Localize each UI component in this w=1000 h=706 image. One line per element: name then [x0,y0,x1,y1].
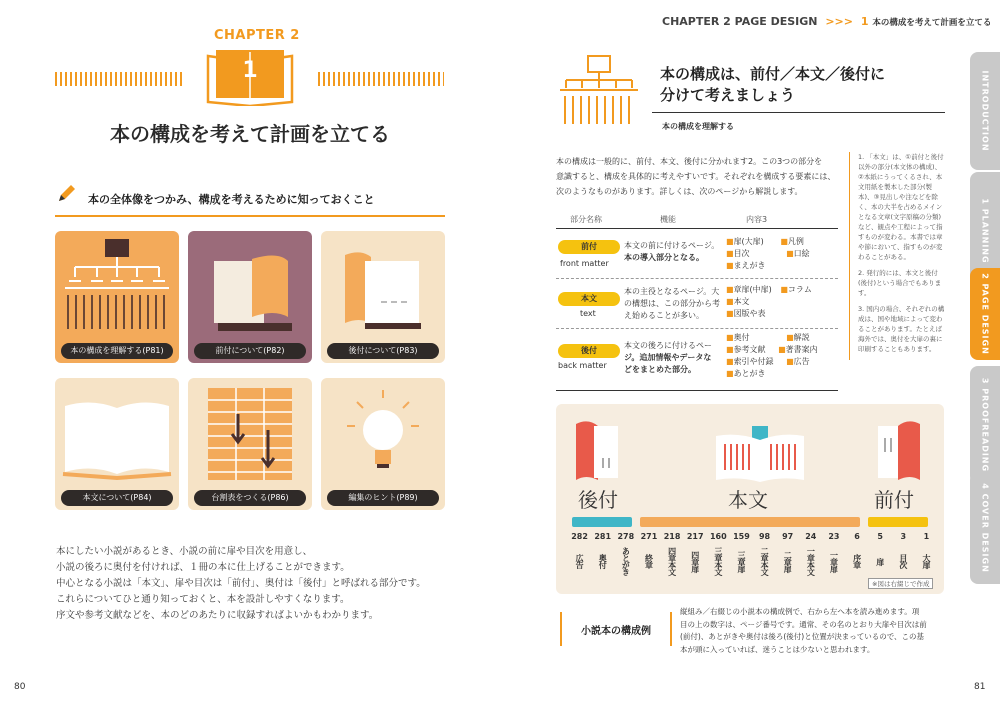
table-rule [556,228,838,229]
example-line: 本が頭に入っていれば、迷うことは少ないと思われます。 [680,644,875,654]
page-number-label: 97 [782,532,794,541]
content-item: 目次 [733,249,750,258]
row-contents-back: ■奥付 ■解説 ■参考文献 ■著書案内 ■索引や付録 ■広告 ■あとがき [726,333,818,378]
example-line: 縦組み／右綴じの小説本の構成例で、右から左へ本を読み進めます。項 [680,607,920,616]
subtitle: 本の全体像をつかみ、構成を考えるために知っておくこと [88,193,375,206]
page-number-label: 6 [854,532,860,541]
page-number-label: 98 [758,532,771,541]
row-name-front: 前付 [558,240,620,254]
page-item [892,532,915,580]
row-function-back [624,340,720,376]
page-content-label: 二章扉 [783,550,793,572]
page-item [776,532,799,580]
content-item: あとがき [733,369,766,378]
content-item: 広告 [793,357,810,366]
page-content-label: 大扉 [921,554,931,568]
page-item [637,532,660,580]
front-matter-book-icon [874,418,924,484]
label-back-matter: 後付 [578,488,618,512]
open-book-icon [55,378,179,488]
table-header-contents: 内容3 [746,215,768,224]
row-contents-front: ■扉(大扉) ■凡例 ■目次 ■口絵 ■まえがき [726,237,810,270]
body-text [56,544,456,624]
content-item: 奥付 [733,333,750,342]
tab-label: 2 PAGE DESIGN [980,273,990,355]
structure-table [556,212,838,392]
page-item [753,532,776,580]
page-number-label: 3 [900,532,907,541]
bar-front-matter [868,517,928,527]
running-head-arrows: >>> [825,15,853,28]
chapter-number: 1 [242,58,258,83]
example-text [680,606,946,656]
function-line: ジ。追加情報やデータな [624,353,712,362]
intro-line: 次のようなものがあります。詳しくは、次のページから解説します。 [556,187,803,196]
page-content-label: 終章 [644,554,654,568]
card-label: 台割表をつくる(P86) [194,490,306,506]
row-name-text: 本文 [558,292,620,306]
bar-back-matter [572,517,632,527]
function-line: 本の主役となるページ。大 [624,287,720,296]
card-label: 後付について(P83) [327,343,439,359]
page-title: 本の構成を考えて計画を立てる [110,122,390,146]
content-item: 本文 [733,297,750,306]
running-head-title: 本の構成を考えて計画を立てる [872,18,992,28]
label-front-matter: 前付 [874,488,914,512]
page-item [869,532,892,580]
content-item: まえがき [733,261,766,270]
running-head-num: 1 [860,15,869,28]
tab-page-design[interactable] [970,268,1000,360]
body-line: これらについてひと通り知っておくと、本を設計しやすくなります。 [56,594,350,605]
lightbulb-icon [321,378,445,488]
content-item: 扉(大扉) [733,237,764,246]
page-content-label: 三章扉 [736,550,746,572]
page-content-label: 一章本文 [806,547,816,575]
card-back-matter[interactable] [321,231,445,363]
notes-rule [849,152,850,360]
page-item [684,532,707,580]
card-text[interactable] [55,378,179,510]
structure-icon [558,54,640,128]
page-number-label: 282 [571,532,588,541]
page-item [822,532,845,580]
label-text: 本文 [728,488,768,512]
page-content-label: 奥付 [598,554,608,568]
tab-introduction[interactable] [970,52,1000,170]
bar-text [640,517,860,527]
content-item: 図版や表 [733,309,766,318]
content-item: 解説 [793,333,810,342]
function-line: 本文の後ろに付けるペー [624,341,712,350]
example-line: 目の上の数字は、ページ番号です。通常、その名のとおり大扉や目次は前 [680,619,927,629]
page-number: 81 [974,682,986,692]
page-item [591,532,614,580]
table-divider [556,278,838,279]
diagram-note: ※図は右綴じで作成 [868,578,933,589]
row-name-back: 後付 [558,344,620,358]
content-item: 索引や付録 [733,357,774,366]
page-item [730,532,753,580]
page-plan-table-icon [188,378,312,488]
note-item: 1. 「本文」は、①前付と後付以外の部分(本文体の構成)、②本紙にうってくるされ、本文用紙を製本した部分(製本)、③見出しや注などを除く、本の大半を占めるメインとなる文章(文字原稿の分類)など、観点や工程によって指すものが変わる。本書では章や節において、指すものが変わることがある。 [858,153,944,261]
example-line: (前付)、あとがきや奥付は後ろ(後付)と位置が決まっているので、この基 [680,632,925,641]
table-header-function: 機能 [660,215,676,224]
page-number-label: 278 [617,532,635,541]
body-line: 中心となる小説は「本文」、扉や目次は「前付」、奥付は「後付」と呼ばれる部分です。 [56,578,426,589]
content-item: 著書案内 [785,345,818,354]
card-editing-hint[interactable] [321,378,445,510]
table-rule [556,390,838,391]
back-matter-book-icon [572,418,622,484]
tab-cover-design[interactable] [970,472,1000,584]
row-function-front [624,240,720,264]
page-number-label: 159 [733,532,750,541]
heading-line: 分けて考えましょう [660,86,796,104]
page-number-label: 5 [877,532,883,541]
example-label: 小説本の構成例 [581,626,651,637]
section-heading [660,64,885,106]
page-content-label: 広告 [575,554,585,568]
chapter-label: CHAPTER 2 [214,28,300,43]
page-number-label: 271 [640,532,658,541]
table-divider [556,328,838,329]
running-head-chapter: CHAPTER 2 PAGE DESIGN [662,15,818,28]
chapter-ticks-right [318,72,444,86]
page-item [661,532,684,580]
row-function-text [624,286,720,322]
tab-label: 4 COVER DESIGN [980,483,990,573]
page-content-label: 一章扉 [829,550,839,572]
intro-text [556,154,846,199]
page-item [707,532,730,580]
page-content-label: あとがき [621,547,631,575]
content-item: 章扉(中扉) [733,285,772,294]
row-en-back: back matter [558,361,607,370]
body-line: 小説の後ろに奥付を付ければ、１冊の本に仕上げることができます。 [56,562,350,573]
text-book-icon [712,426,808,486]
content-item: 口絵 [793,249,810,258]
note-item: 2. 発行的には、本文と後付(後付)という場合でもあります。 [858,269,942,297]
page-number-label: 160 [709,532,727,541]
chapter-ticks-left [55,72,183,86]
tab-label: 1 PLANNING [980,198,990,264]
page-number-label: 23 [828,532,840,541]
body-line: 序文や参考文献などを、本のどのあたりに収録すればよいかもわかります。 [56,610,379,621]
function-line: どをまとめた部分。 [624,365,696,374]
page-number: 80 [14,682,26,692]
row-contents-text: ■章扉(中扉) ■コラム ■本文 ■図版や表 [726,285,812,318]
card-page-plan[interactable] [188,378,312,510]
book-page-icon [188,231,312,341]
page-content-label: 四章本文 [667,547,677,575]
card-structure[interactable] [55,231,179,363]
table-header-name: 部分名称 [570,215,602,224]
card-label: 本の構成を理解する(P81) [61,343,173,359]
tab-label: INTRODUCTION [980,70,990,152]
page-item [799,532,822,580]
function-line: 本文の前に付けるページ。 [624,241,720,250]
page-number-label: 1 [923,532,930,541]
page-content-label: 扉 [875,557,885,565]
tab-proofreading[interactable] [970,366,1000,484]
page-number-label: 281 [594,532,612,541]
heading-line: 本の構成は、前付／本文／後付に [660,65,886,83]
section-label: 本の構成を理解する [662,122,734,131]
novel-structure-diagram [556,404,944,594]
page-number-label: 24 [805,532,817,541]
tree-diagram-icon [55,231,179,341]
running-head [662,15,991,28]
card-label: 前付について(P82) [194,343,306,359]
content-item: 参考文献 [733,345,766,354]
page-content-label: 目次 [898,554,908,568]
content-item: 凡例 [787,237,804,246]
body-line: 本にしたい小説があるとき、小説の前に扉や目次を用意し、 [56,546,313,557]
page-item [846,532,869,580]
row-en-front: front matter [560,259,609,268]
side-notes [858,152,946,354]
tab-label: 3 PROOFREADING [980,377,990,473]
function-line: え始めることが多い。 [624,311,704,320]
content-item: コラム [787,285,812,294]
page-content-label: 序章 [852,554,862,568]
subtitle-rule [55,215,445,217]
page-number-label: 217 [686,532,704,541]
card-label: 編集のヒント(P89) [327,490,439,506]
page-number-label: 218 [663,532,681,541]
function-line: の構想は、この部分から考 [624,299,720,308]
page-content-label: 二章本文 [760,547,770,575]
row-en-text: text [580,309,596,318]
intro-line: 本の構成は一般的に、前付、本文、後付に分かれます2。この3つの部分を [556,157,823,166]
page-item [568,532,591,580]
book-page-icon [321,231,445,341]
page-item [614,532,637,580]
page-content-label: 四章扉 [690,550,700,572]
card-label: 本文について(P84) [61,490,173,506]
pencil-icon [56,182,78,204]
page-content-label: 三章本文 [713,547,723,575]
card-front-matter[interactable] [188,231,312,363]
function-line: 本の導入部分となる。 [624,253,704,262]
note-item: 3. 国内の場合、それぞれの構成は、国や地域によって変わることがあります。たとえば海外では、奥付を大扉の裏に印刷することもあります。 [858,305,945,353]
page-item [915,532,938,580]
intro-line: 意識すると、構成を具体的に考えやすいです。それぞれを構成する要素には、 [556,172,836,181]
heading-rule [652,112,945,113]
